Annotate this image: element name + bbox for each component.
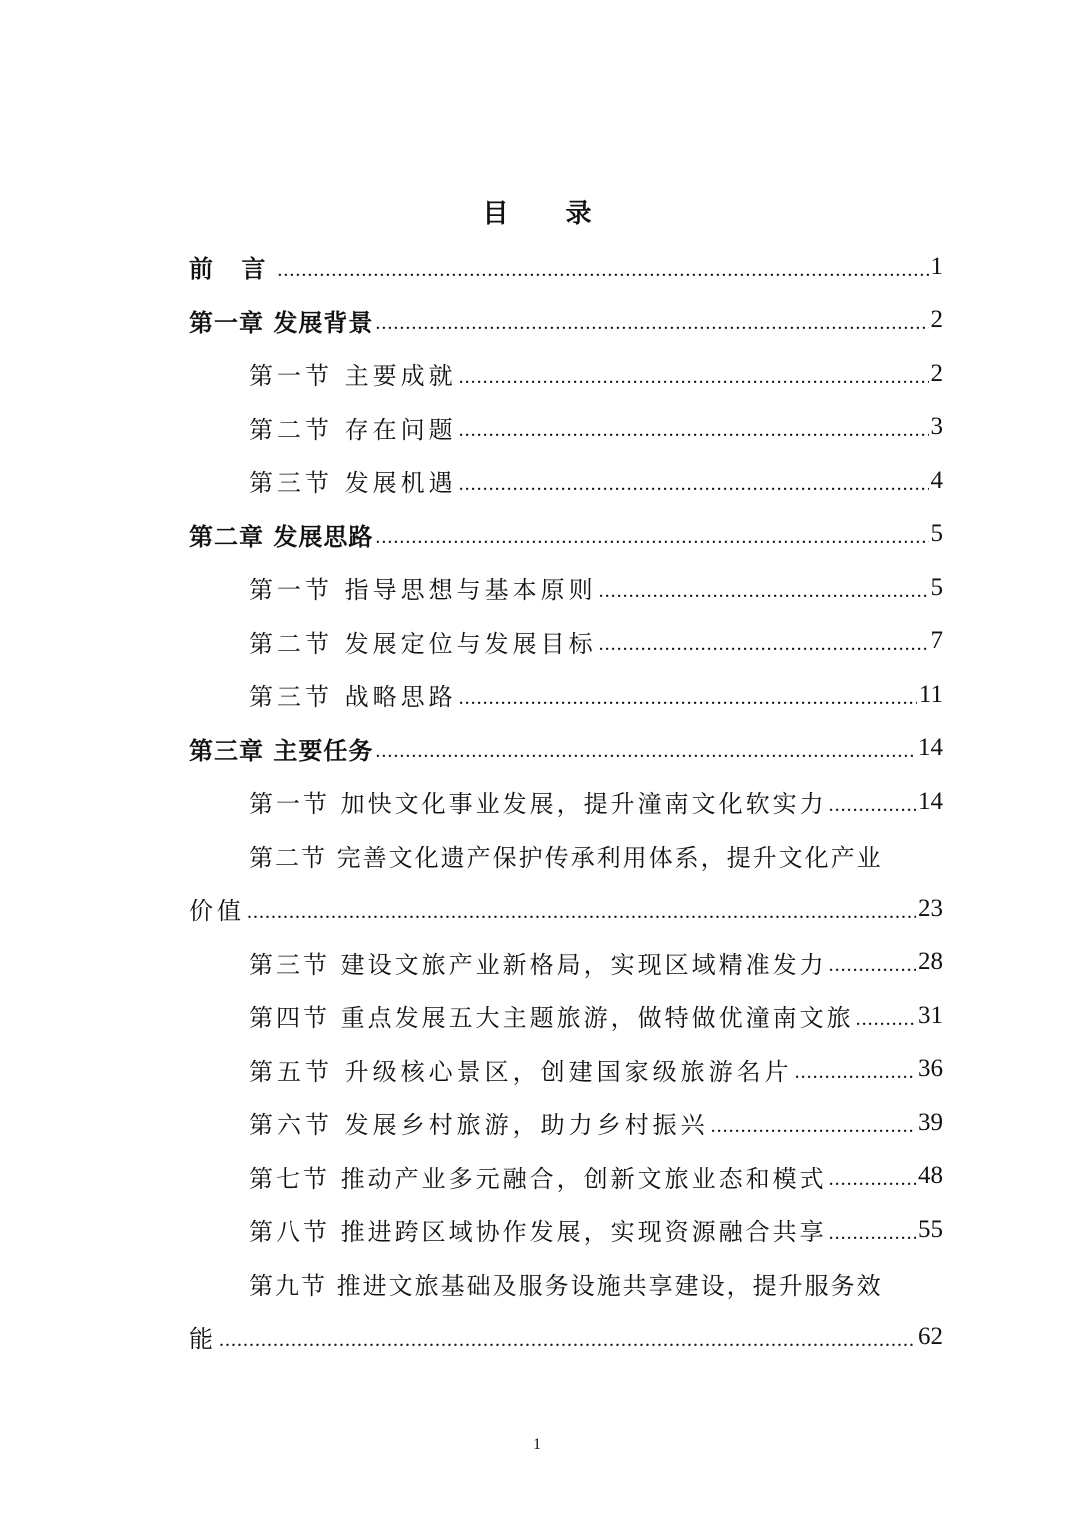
leader-dots: [459, 688, 917, 722]
toc-entry-label: 第三节 发展机遇: [249, 469, 457, 498]
toc-entry-section[interactable]: [189, 668, 943, 722]
leader-dots: [375, 741, 916, 775]
toc-entry-page: 31: [918, 1001, 943, 1029]
toc-entry-label: 第三节 战略思路: [249, 683, 457, 712]
toc-entry-section-wrapped-line1[interactable]: [189, 829, 943, 883]
leader-dots: [829, 955, 916, 989]
toc-entry-section[interactable]: [189, 454, 943, 508]
toc-entry-label: 第三章 主要任务: [189, 736, 374, 765]
toc-entry-section-wrapped-line2[interactable]: [189, 1310, 943, 1364]
toc-entry-label: 第三节 建设文旅产业新格局，实现区域精准发力: [249, 950, 827, 979]
toc-entry-label: 前 言: [189, 255, 276, 284]
toc-entry-label: 第二节 发展定位与发展目标: [249, 629, 597, 658]
leader-dots: [829, 795, 916, 829]
toc-entry-section-wrapped-line2[interactable]: [189, 882, 943, 936]
leader-dots: [277, 260, 928, 294]
toc-entry-page: 11: [918, 680, 943, 708]
toc-entry-section[interactable]: [189, 561, 943, 615]
leader-dots: [459, 420, 929, 454]
toc-entry-label: 第九节 推进文旅基础及服务设施共享建设，提升服务效: [249, 1271, 883, 1300]
toc-entry-page: 5: [930, 573, 943, 601]
toc-entry-page: 2: [930, 306, 943, 334]
toc-entry-page: 3: [930, 413, 943, 441]
toc-entry-page: 55: [918, 1215, 943, 1243]
toc-entry-chapter-1[interactable]: [189, 294, 943, 348]
toc-entry-label: 第四节 重点发展五大主题旅游，做特做优潼南文旅: [249, 1004, 854, 1033]
toc-entry-page: 1: [930, 252, 943, 280]
toc-entry-page: 14: [918, 787, 943, 815]
toc-entry-label: 第一节 主要成就: [249, 362, 457, 391]
toc-entry-page: 36: [918, 1055, 943, 1083]
leader-dots: [795, 1062, 916, 1096]
leader-dots: [247, 902, 916, 936]
toc-entry-section[interactable]: [189, 775, 943, 829]
toc-entry-section[interactable]: [189, 989, 943, 1043]
toc-title: 目 录: [482, 199, 616, 229]
leader-dots: [856, 1009, 916, 1043]
toc-entry-label: 第八节 推进跨区域协作发展，实现资源融合共享: [249, 1218, 827, 1247]
page-number-footer: 1: [533, 1436, 541, 1453]
toc-entry-page: 2: [930, 359, 943, 387]
toc-entry-label: 第二节 存在问题: [249, 415, 457, 444]
toc-entry-section[interactable]: [189, 1043, 943, 1097]
leader-dots: [375, 313, 928, 347]
toc-entry-page: 39: [918, 1108, 943, 1136]
leader-dots: [219, 1330, 916, 1364]
toc-entry-label: 第一节 指导思想与基本原则: [249, 576, 597, 605]
toc-entry-page: 48: [918, 1162, 943, 1190]
toc-entry-chapter-3[interactable]: [189, 722, 943, 776]
toc-entry-section[interactable]: [189, 936, 943, 990]
toc-entry-label: 第七节 推动产业多元融合，创新文旅业态和模式: [249, 1164, 827, 1193]
table-of-contents: [189, 240, 943, 1364]
toc-entry-label: 能: [189, 1325, 217, 1354]
toc-entry-label: 价值: [189, 897, 245, 926]
toc-entry-page: 5: [930, 520, 943, 548]
toc-entry-page: 28: [918, 948, 943, 976]
toc-entry-section[interactable]: [189, 615, 943, 669]
leader-dots: [599, 581, 929, 615]
toc-entry-page: 23: [918, 894, 943, 922]
leader-dots: [829, 1169, 916, 1203]
toc-entry-page: 14: [918, 734, 943, 762]
toc-entry-section[interactable]: [189, 1096, 943, 1150]
toc-entry-section[interactable]: [189, 1203, 943, 1257]
toc-entry-label: 第五节 升级核心景区，创建国家级旅游名片: [249, 1057, 793, 1086]
toc-entry-label: 第一章 发展背景: [189, 308, 374, 337]
toc-entry-section[interactable]: [189, 401, 943, 455]
leader-dots: [375, 527, 928, 561]
toc-entry-section[interactable]: [189, 347, 943, 401]
toc-entry-label: 第二节 完善文化遗产保护传承利用体系，提升文化产业: [249, 843, 883, 872]
toc-entry-label: 第六节 发展乡村旅游，助力乡村振兴: [249, 1111, 709, 1140]
toc-entry-preface[interactable]: [189, 240, 943, 294]
leader-dots: [599, 634, 929, 668]
toc-entry-section[interactable]: [189, 1150, 943, 1204]
toc-entry-section-wrapped-line1[interactable]: [189, 1257, 943, 1311]
toc-entry-label: 第一节 加快文化事业发展，提升潼南文化软实力: [249, 790, 827, 819]
toc-entry-chapter-2[interactable]: [189, 508, 943, 562]
toc-entry-page: 62: [918, 1322, 943, 1350]
leader-dots: [829, 1223, 916, 1257]
leader-dots: [459, 474, 929, 508]
toc-entry-page: 4: [930, 466, 943, 494]
toc-entry-page: 7: [930, 627, 943, 655]
leader-dots: [459, 367, 929, 401]
leader-dots: [711, 1116, 916, 1150]
toc-entry-label: 第二章 发展思路: [189, 522, 374, 551]
